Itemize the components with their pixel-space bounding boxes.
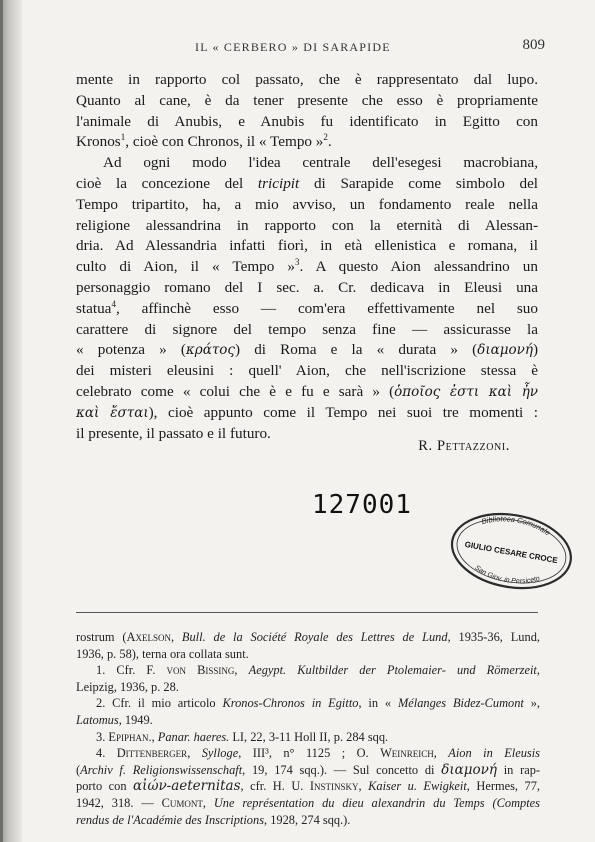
main-text [76,70,538,444]
text-line: mente in rapporto col passato, che è rappresentato dal lupo. [76,71,538,88]
text-line: Kronos$^1$, cioè con Chronos, il « Tempo »$^2$. [76,132,332,151]
text-line: « potenza » (κράτος) di Roma e la « durata » (διαμονή) [76,341,539,359]
footnote-line: 2. Cfr. il mio articolo Kronos-Chronos in Egitto, in « Mélanges Bidez-Cumont », [96,696,540,711]
footnote-ref: 4 [111,298,116,309]
stamp-oval-icon [440,499,582,602]
footnote-line: rostrum (Axelson, Bull. de la Société Royale des Lettres de Lund, 1935-36, Lund, [76,630,540,644]
stamp-bottom-text: San Giov. in Persiceto [473,564,541,586]
binding-shadow [0,0,22,842]
footnote-line: (Archiv f. Religionswissenschaft, 19, 174 sqq.). — Sul concetto di διαμονή in rap- [76,761,541,778]
footnote-line: 3. Epiphan., Panar. haeres. LI, 22, 3-11 Holl II, p. 284 sqq. [96,729,389,744]
text-line: il presente, il passato e il futuro. [76,424,271,442]
running-title: IL « CERBERO » DI SARAPIDE [195,40,391,54]
footnote-line: Latomus, 1949. [76,712,153,727]
text-line: Quanto al cane, è da tener presente che esso è propriamente [76,91,538,109]
library-stamp [439,499,582,607]
page-number: 809 [522,37,545,53]
footnote-line: 1942, 318. — Cumont, Une représentation du dieu alexandrin du Temps (Comptes [76,795,540,810]
footnote-line: porto con αἰών-aeternitas, cfr. H. U. Instinsky, Kaiser u. Ewigkeit, Hermes, 77, [76,778,540,795]
author-signature: R. Pettazzoni. [418,438,510,454]
running-header [195,37,545,55]
stamp-center-text: GIULIO CESARE CROCE [463,539,559,566]
footnote-divider [76,612,538,613]
footnote-line: rendus de l'Académie des Inscriptions, 1928, 274 sqq.). [76,812,351,827]
footnote-ref: 2 [323,132,328,143]
text-line: statua$^4$, affinchè esso — com'era effettivamente nel suo [76,298,538,317]
text-line: celebrato come « colui che è e fu e sarà » (ὁποῖος ἐστι καὶ ἦν [76,382,538,400]
text-line: cioè la concezione del tricipit di Sarapide come simbolo del [76,174,539,192]
footnote-line: Leipzig, 1936, p. 28. [76,679,179,694]
text-line: l'animale di Anubis, e Anubis fu identificato in Egitto con [76,112,538,130]
stamp-top-text: Biblioteca Comunale [480,514,553,538]
text-line: carattere di signore del tempo senza fine — assicurasse la [76,320,538,338]
text-line: καὶ ἔσται), cioè appunto come il Tempo nei suoi tre momenti : [76,403,538,421]
footnote-line: 4. Dittenberger, Sylloge, III³, n° 1125 ; O. Weinreich, Aion in Eleusis [96,746,540,761]
text-line: culto di Aion, il « Tempo »$^3$. A questo Aion alessandrino un [76,257,538,276]
footnote-line: 1936, p. 58), terna ora collata sunt. [76,646,249,661]
inventory-number: 127001 [312,490,412,520]
text-line: Ad ogni modo l'idea centrale dell'esegesi macrobiana, [103,154,538,172]
text-line: dei misteri eleusini : quell' Aion, che nell'iscrizione stessa è [76,362,538,380]
footnote-ref: 1 [120,132,126,143]
text-line: religione alessandrina in rapporto con la eternità di Alessan- [76,216,538,234]
text-line: Tempo tripartito, ha, a mio avviso, un fondamento reale nella [76,195,538,213]
footnotes [76,629,540,828]
text-line: personaggio romano del I sec. a. Cr. dedicava in Eleusi una [76,278,539,296]
footnote-ref: 3 [294,257,300,268]
footnote-line: 1. Cfr. F. von Bissing, Aegypt. Kultbilder der Ptolemaier- und Römerzeit, [96,663,540,678]
text-line: dria. Ad Alessandria infatti fiorì, in età ellenistica e romana, il [76,237,538,255]
page-edge [0,0,3,842]
